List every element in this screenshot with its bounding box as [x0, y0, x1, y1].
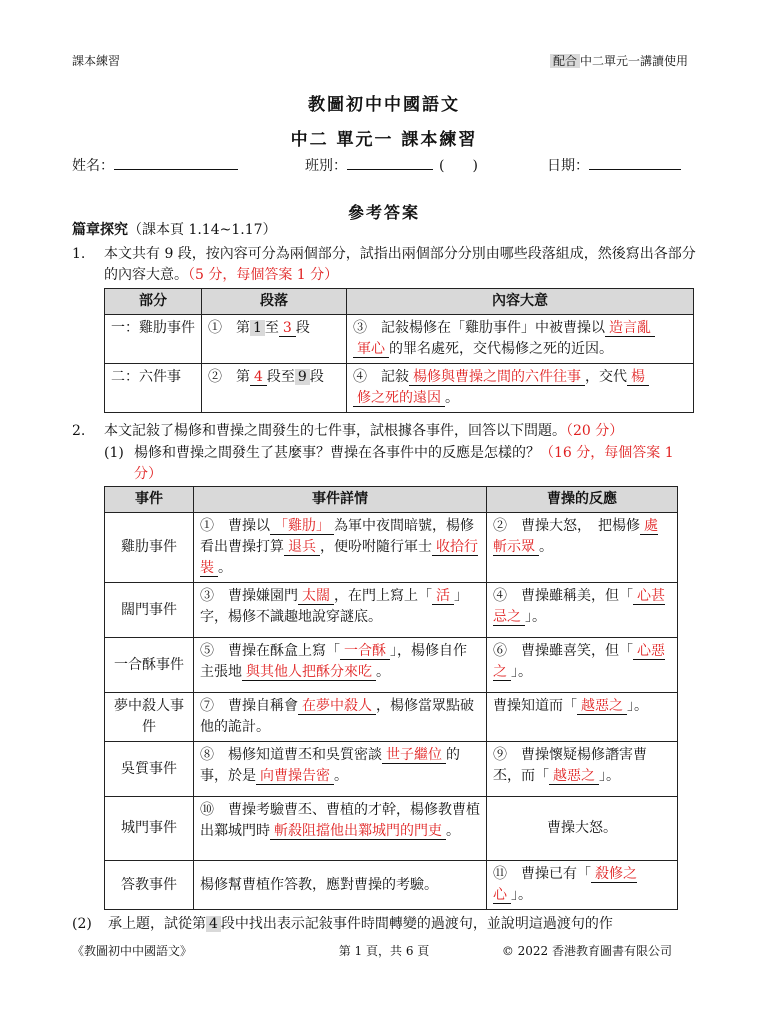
q1-row2-paragraph — [202, 364, 347, 413]
detail-text: ，在門上寫上「 — [334, 588, 432, 604]
q1-row2-content — [347, 364, 694, 413]
table-row — [105, 638, 678, 693]
event-reaction — [487, 583, 678, 638]
date-blank[interactable] — [589, 155, 681, 170]
detail-text: 」，楊修自作主張地 — [200, 643, 467, 680]
q1-row2-p-mid: 段至 — [266, 369, 295, 385]
q2-sub1-text: 楊修和曹操之間發生了甚麼事？曹操在各事件中的反應是怎樣的？ — [134, 445, 540, 461]
detail-text: ，楊修當眾點破他的詭計。 — [200, 698, 474, 735]
footer-left: 《教圖初中中國語文》 — [72, 944, 193, 958]
q1-row2-part: 二：六件事 — [105, 364, 202, 413]
detail-text: 。 — [376, 664, 390, 680]
answer-text: 心惡之 — [493, 643, 665, 680]
q1-row1-answer-b: 軍心 — [353, 341, 389, 358]
q1-row1-c-pre: 記敍楊修在「雞肋事件」中被曹操以 — [381, 320, 605, 336]
answer-text: 退兵 — [284, 539, 320, 556]
q1-row2-answer-b1: 楊 — [627, 369, 649, 386]
answer-text: 殺修之心 — [493, 866, 637, 903]
mark-1: ① — [208, 320, 222, 336]
event-detail — [194, 513, 487, 583]
detail-text: 。 — [218, 560, 232, 576]
detail-text: 」。 — [599, 768, 620, 784]
q2-header-reaction: 曹操的反應 — [487, 487, 678, 513]
table-row — [105, 513, 678, 583]
answer-text: 處斬示眾 — [493, 518, 658, 555]
page-subtitle: 中二 單元一 課本練習 — [290, 130, 478, 150]
answer-heading: 參考答案 — [347, 203, 420, 222]
answer-text: 收拾行裝 — [200, 539, 478, 576]
answer-text: 斬殺阻擋他出鄴城門的門吏 — [270, 823, 446, 840]
q1-row1-start: 1 — [250, 320, 265, 336]
q2-marks: （20 分） — [566, 423, 624, 439]
footer-page-number: 第 1 頁，共 6 頁 — [338, 944, 430, 958]
event-reaction — [487, 638, 678, 693]
q1-row1-p-pre: 第 — [236, 320, 250, 336]
detail-text: ① 曹操以 — [200, 518, 270, 534]
detail-text: 曹操知道而「 — [493, 698, 577, 714]
q1-header-content: 內容大意 — [347, 289, 694, 315]
name-blank[interactable] — [114, 155, 238, 170]
header-left: 課本練習 — [72, 54, 121, 68]
q2-number: 2. — [72, 423, 86, 439]
answer-text: 越惡之 — [577, 698, 627, 715]
event-name: 夢中殺人事件 — [105, 693, 194, 742]
event-detail — [194, 861, 487, 910]
answer-text: 與其他人把酥分來吃 — [242, 664, 376, 681]
q1-row1-p-post: 段 — [295, 320, 310, 336]
table-row — [105, 693, 678, 742]
q2-header-detail: 事件詳情 — [194, 487, 487, 513]
name-label: 姓名： — [72, 158, 114, 174]
table-row — [105, 315, 694, 364]
mark-4: ④ — [353, 369, 367, 385]
q1-row1-paragraph — [202, 315, 347, 364]
event-reaction — [487, 742, 678, 797]
q2-text: 本文記敍了楊修和曹操之間發生的七件事，試根據各事件，回答以下問題。 — [104, 423, 566, 439]
footer-copyright: © 2022 香港教育圖書有限公司 — [501, 944, 672, 958]
event-detail — [194, 583, 487, 638]
q2-sub2-pre: 承上題，試從第 — [108, 916, 206, 932]
header-right-text: 中二單元一講讀使用 — [579, 54, 688, 68]
q1-row2-end: 9 — [295, 369, 310, 385]
section-heading-bold: 篇章探究 — [72, 222, 128, 238]
detail-text: 」。 — [511, 887, 532, 903]
q1-row1-end-answer: 3 — [279, 320, 296, 337]
header-right — [550, 52, 688, 69]
date-field[interactable] — [547, 155, 681, 177]
q1-row2-c-pre: 記敍 — [381, 369, 409, 385]
event-name: 城門事件 — [105, 797, 194, 861]
q1-row2-c-mid: ，交代 — [585, 369, 627, 385]
detail-text: 」。 — [525, 609, 546, 625]
event-detail — [194, 638, 487, 693]
table-row — [105, 742, 678, 797]
answer-text: 太闊 — [298, 588, 334, 605]
detail-text: 的事，於是 — [200, 747, 460, 784]
class-number-paren: ( ) — [439, 158, 478, 174]
detail-text: ，便吩咐隨行軍士 — [320, 539, 432, 555]
q1-row2-p-pre: 第 — [236, 369, 250, 385]
event-detail — [194, 693, 487, 742]
q1-header-part: 部分 — [105, 289, 202, 315]
mark-2: ② — [208, 369, 222, 385]
q2-sub2-post: 段中找出表示記敍事件時間轉變的過渡句，並說明這過渡句的作 — [220, 916, 613, 932]
class-label: 班別： — [305, 158, 347, 174]
q1-row2-c-post: 。 — [445, 390, 459, 406]
mark-3: ③ — [353, 320, 367, 336]
answer-text: 越惡之 — [549, 768, 599, 785]
section-heading-pages: （課本頁 1.14~1.17） — [128, 222, 277, 238]
event-name: 闊門事件 — [105, 583, 194, 638]
q2-sub1-marks: （16 分，每個答案 1 分） — [134, 445, 674, 482]
event-reaction — [487, 693, 678, 742]
event-name: 吳質事件 — [105, 742, 194, 797]
page-title: 教圖初中中國語文 — [308, 95, 460, 115]
detail-text: 。 — [446, 823, 460, 839]
detail-text: ③ 曹操嫌園門 — [200, 588, 298, 604]
detail-text: ② 曹操大怒， 把楊修 — [493, 518, 640, 534]
q2-sub2-question — [108, 914, 698, 935]
q1-row2-start-answer: 4 — [250, 369, 267, 386]
q1-table-header — [105, 289, 694, 315]
section-heading — [72, 220, 277, 241]
q1-row1-part: 一：雞肋事件 — [105, 315, 202, 364]
detail-text: 」字，楊修不識趣地說穿謎底。 — [200, 588, 468, 625]
detail-text: 楊修幫曹植作答教，應對曹操的考驗。 — [200, 876, 438, 893]
name-field[interactable] — [72, 155, 238, 177]
date-label: 日期： — [547, 158, 589, 174]
q2-sub2-number: (2) — [72, 916, 92, 932]
event-detail — [194, 742, 487, 797]
detail-text: ⑥ 曹操雖喜笑，但「 — [493, 643, 633, 659]
q2-sub1-question — [134, 443, 692, 485]
answer-text: 世子繼位 — [382, 747, 446, 764]
q1-question — [104, 244, 696, 286]
q1-row1-p-mid: 至 — [264, 320, 279, 336]
q2-sub2-paragraph: 4 — [206, 916, 221, 932]
q1-row1-c-post: 的罪名處死，交代楊修之死的近因。 — [389, 341, 613, 357]
answer-text: 一合酥 — [340, 643, 390, 660]
detail-text: 」。 — [511, 664, 532, 680]
q1-table — [104, 288, 694, 413]
q2-header-event: 事件 — [105, 487, 194, 513]
table-row — [105, 861, 678, 910]
q1-header-paragraph: 段落 — [202, 289, 347, 315]
detail-text: ④ 曹操雖稱美，但「 — [493, 588, 633, 604]
q1-row2-answer-b2: 修之死的遠因 — [353, 390, 445, 407]
q1-row1-answer-a: 造言亂 — [605, 320, 655, 337]
event-name: 答教事件 — [105, 861, 194, 910]
answer-text: 在夢中殺人 — [298, 698, 376, 715]
detail-text: 為軍中夜間暗號，楊修看出曹操打算 — [200, 518, 474, 555]
q1-row2-answer-a: 楊修與曹操之間的六件往事 — [409, 369, 585, 386]
q2-question — [104, 421, 696, 442]
class-field[interactable] — [305, 155, 478, 177]
detail-text: 。 — [334, 768, 348, 784]
q1-marks: （5 分，每個答案 1 分） — [188, 267, 339, 283]
detail-text: 。 — [539, 539, 553, 555]
table-row — [105, 583, 678, 638]
event-reaction — [487, 861, 678, 910]
q2-sub1-number: (1) — [104, 445, 124, 461]
q1-text: 本文共有 9 段，按內容可分為兩個部分，試指出兩個部分分別由哪些段落組成，然後寫出各部分的內容大意。 — [104, 246, 696, 283]
detail-text: 」。 — [627, 698, 648, 714]
event-reaction — [487, 797, 678, 861]
answer-text: 活 — [432, 588, 454, 605]
event-detail — [194, 797, 487, 861]
detail-text: 曹操大怒。 — [547, 820, 617, 836]
q2-table — [104, 486, 678, 910]
detail-text: ⑦ 曹操自稱會 — [200, 698, 298, 714]
q2-table-header — [105, 487, 678, 513]
answer-text: 「雞肋」 — [270, 518, 334, 535]
detail-text: ⑩ 曹操考驗曹丕、曹植的才幹，楊修教曹植出鄴城門時 — [200, 802, 480, 839]
q1-number: 1. — [72, 246, 86, 262]
answer-text: 向曹操告密 — [256, 768, 334, 785]
answer-text: 心甚忌之 — [493, 588, 665, 625]
q1-row1-content — [347, 315, 694, 364]
event-name: 雞肋事件 — [105, 513, 194, 583]
q1-row2-p-post: 段 — [309, 369, 324, 385]
detail-text: ⑧ 楊修知道曹丕和吳質密談 — [200, 747, 382, 763]
detail-text: ⑨ 曹操懷疑楊修譖害曹丕，而「 — [493, 747, 647, 784]
table-row — [105, 797, 678, 861]
class-blank[interactable] — [347, 155, 433, 170]
event-reaction — [487, 513, 678, 583]
table-row — [105, 364, 694, 413]
detail-text: ⑪ 曹操已有「 — [493, 866, 591, 882]
detail-text: ⑤ 曹操在酥盒上寫「 — [200, 643, 340, 659]
header-right-highlight: 配合 — [550, 54, 580, 68]
event-name: 一合酥事件 — [105, 638, 194, 693]
